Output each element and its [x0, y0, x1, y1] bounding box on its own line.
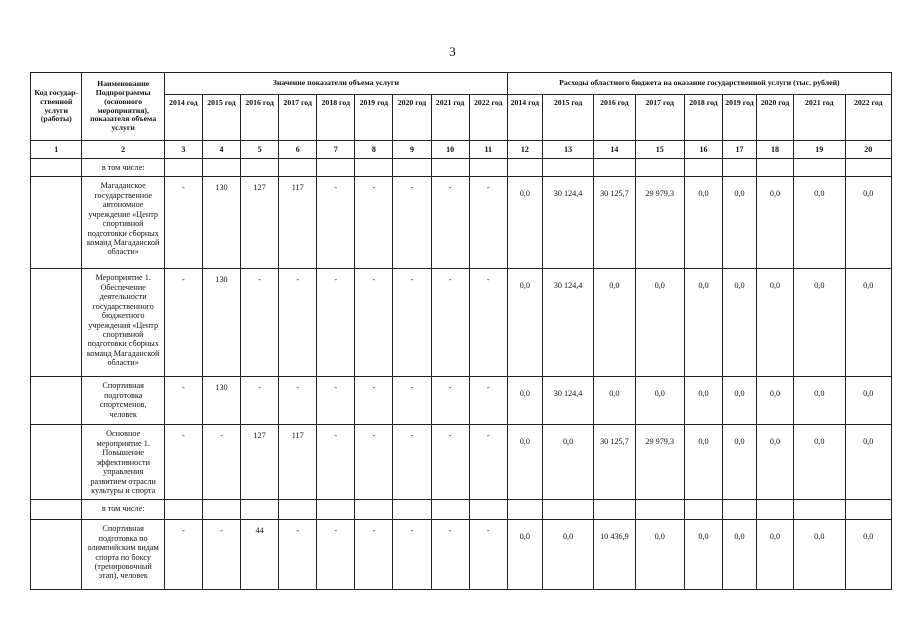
- cell-volume: -: [164, 520, 202, 590]
- column-number: 6: [279, 141, 317, 159]
- cell-name: Магаданское государственное автономное учреждение «Центр спортивной подготовки сборных команд Магаданской области»: [82, 177, 164, 269]
- cell-volume: [279, 159, 317, 177]
- cell-volume: [164, 500, 202, 520]
- column-number: 17: [723, 141, 757, 159]
- cell-volume: [431, 500, 469, 520]
- cell-budget: 30 125,7: [594, 425, 635, 500]
- cell-budget: 0,0: [756, 177, 793, 269]
- column-number: 1: [31, 141, 82, 159]
- column-number: 14: [594, 141, 635, 159]
- cell-code: [31, 425, 82, 500]
- cell-budget: 30 124,4: [542, 269, 593, 377]
- cell-budget: [756, 500, 793, 520]
- cell-budget: 0,0: [723, 377, 757, 425]
- cell-volume: -: [317, 377, 355, 425]
- column-number: 15: [635, 141, 684, 159]
- header-budget-year: 2022 год: [845, 95, 891, 141]
- cell-budget: 0,0: [684, 177, 722, 269]
- cell-volume: [393, 159, 431, 177]
- cell-volume: -: [393, 269, 431, 377]
- cell-budget: [723, 159, 757, 177]
- cell-budget: 0,0: [684, 269, 722, 377]
- column-number: 7: [317, 141, 355, 159]
- cell-volume: -: [393, 177, 431, 269]
- cell-volume: [469, 500, 507, 520]
- cell-volume: -: [393, 425, 431, 500]
- cell-budget: [635, 159, 684, 177]
- table-row: [31, 177, 892, 269]
- cell-budget: 0,0: [794, 520, 845, 590]
- header-budget-year: 2016 год: [594, 95, 635, 141]
- cell-volume: 117: [279, 425, 317, 500]
- cell-volume: [241, 500, 279, 520]
- cell-volume: 127: [241, 425, 279, 500]
- cell-volume: [317, 159, 355, 177]
- cell-volume: -: [431, 377, 469, 425]
- header-budget-group: Расходы областного бюджета на оказание государственной услуги (тыс. рублей): [507, 73, 891, 95]
- cell-budget: [684, 159, 722, 177]
- cell-budget: 0,0: [635, 520, 684, 590]
- cell-volume: [241, 159, 279, 177]
- cell-volume: -: [317, 520, 355, 590]
- cell-budget: 0,0: [594, 269, 635, 377]
- cell-volume: -: [317, 425, 355, 500]
- cell-budget: 30 124,4: [542, 377, 593, 425]
- cell-budget: 0,0: [845, 269, 891, 377]
- cell-volume: -: [279, 377, 317, 425]
- cell-budget: 10 436,9: [594, 520, 635, 590]
- cell-name: в том числе:: [82, 159, 164, 177]
- cell-budget: 0,0: [542, 425, 593, 500]
- cell-volume: -: [469, 177, 507, 269]
- cell-budget: 0,0: [723, 520, 757, 590]
- cell-volume: [393, 500, 431, 520]
- header-budget-year: 2015 год: [542, 95, 593, 141]
- cell-volume: 130: [202, 269, 240, 377]
- table-row: [31, 520, 892, 590]
- cell-budget: [723, 500, 757, 520]
- cell-budget: [756, 159, 793, 177]
- cell-code: [31, 177, 82, 269]
- cell-code: [31, 520, 82, 590]
- cell-volume: -: [355, 269, 393, 377]
- cell-volume: [202, 159, 240, 177]
- header-budget-year: 2017 год: [635, 95, 684, 141]
- cell-volume: -: [317, 269, 355, 377]
- cell-budget: 0,0: [507, 425, 542, 500]
- cell-budget: 0,0: [507, 520, 542, 590]
- cell-volume: [202, 500, 240, 520]
- header-volume-year: 2022 год: [469, 95, 507, 141]
- cell-budget: 0,0: [794, 425, 845, 500]
- cell-volume: [317, 500, 355, 520]
- cell-name: Основное мероприятие 1. Повышение эффективности управления развитием отрасли культуры и спорта: [82, 425, 164, 500]
- column-number: 4: [202, 141, 240, 159]
- cell-budget: 0,0: [756, 520, 793, 590]
- cell-volume: -: [431, 425, 469, 500]
- cell-budget: [542, 159, 593, 177]
- cell-volume: -: [164, 177, 202, 269]
- header-volume-year: 2018 год: [317, 95, 355, 141]
- cell-budget: 30 124,4: [542, 177, 593, 269]
- cell-budget: [794, 159, 845, 177]
- cell-volume: -: [279, 520, 317, 590]
- cell-volume: -: [469, 520, 507, 590]
- column-number: 16: [684, 141, 722, 159]
- cell-volume: -: [393, 520, 431, 590]
- cell-budget: 0,0: [507, 177, 542, 269]
- cell-name: Спортивная подготовка спортсменов, человек: [82, 377, 164, 425]
- cell-volume: [355, 159, 393, 177]
- column-number: 8: [355, 141, 393, 159]
- header-volume-year: 2017 год: [279, 95, 317, 141]
- cell-budget: [845, 500, 891, 520]
- cell-budget: 0,0: [845, 177, 891, 269]
- cell-name: Спортивная подготовка по олимпийским видам спорта по боксу (тренировочный этап), человек: [82, 520, 164, 590]
- header-volume-year: 2021 год: [431, 95, 469, 141]
- header-code: Код государ- ственной услуги (работы): [31, 73, 82, 141]
- header-budget-year: 2018 год: [684, 95, 722, 141]
- cell-volume: -: [355, 177, 393, 269]
- cell-volume: [164, 159, 202, 177]
- cell-code: [31, 269, 82, 377]
- header-volume-year: 2019 год: [355, 95, 393, 141]
- cell-volume: -: [317, 177, 355, 269]
- cell-budget: [507, 500, 542, 520]
- cell-volume: -: [355, 377, 393, 425]
- column-number: 12: [507, 141, 542, 159]
- table-row: [31, 377, 892, 425]
- cell-budget: 0,0: [684, 377, 722, 425]
- cell-budget: 0,0: [794, 269, 845, 377]
- cell-volume: -: [431, 520, 469, 590]
- column-number: 20: [845, 141, 891, 159]
- cell-volume: -: [393, 377, 431, 425]
- column-number: 5: [241, 141, 279, 159]
- cell-volume: [355, 500, 393, 520]
- cell-volume: -: [164, 377, 202, 425]
- cell-budget: 0,0: [684, 520, 722, 590]
- cell-volume: -: [431, 269, 469, 377]
- cell-budget: [684, 500, 722, 520]
- cell-budget: 0,0: [756, 377, 793, 425]
- cell-volume: -: [355, 425, 393, 500]
- column-number: 10: [431, 141, 469, 159]
- cell-budget: 30 125,7: [594, 177, 635, 269]
- cell-budget: 0,0: [845, 425, 891, 500]
- cell-code: [31, 377, 82, 425]
- cell-volume: 127: [241, 177, 279, 269]
- label-row: [31, 159, 892, 177]
- cell-volume: -: [279, 269, 317, 377]
- cell-budget: 0,0: [635, 269, 684, 377]
- cell-budget: 0,0: [594, 377, 635, 425]
- cell-volume: -: [431, 177, 469, 269]
- column-number: 3: [164, 141, 202, 159]
- cell-budget: 0,0: [756, 425, 793, 500]
- cell-volume: 130: [202, 377, 240, 425]
- cell-budget: [635, 500, 684, 520]
- cell-budget: [594, 159, 635, 177]
- cell-budget: [845, 159, 891, 177]
- budget-table: [30, 72, 892, 590]
- cell-budget: 0,0: [723, 269, 757, 377]
- header-volume-year: 2016 год: [241, 95, 279, 141]
- cell-budget: 29 979,3: [635, 425, 684, 500]
- header-volume-group: Значение показатели объема услуги: [164, 73, 507, 95]
- column-number: 19: [794, 141, 845, 159]
- header-budget-year: 2019 год: [723, 95, 757, 141]
- cell-volume: -: [202, 425, 240, 500]
- cell-volume: [431, 159, 469, 177]
- table-row: [31, 269, 892, 377]
- cell-budget: [507, 159, 542, 177]
- cell-budget: 0,0: [507, 377, 542, 425]
- cell-volume: 117: [279, 177, 317, 269]
- cell-budget: 0,0: [542, 520, 593, 590]
- cell-volume: -: [164, 425, 202, 500]
- cell-volume: -: [164, 269, 202, 377]
- cell-budget: 0,0: [845, 377, 891, 425]
- cell-volume: [469, 159, 507, 177]
- cell-volume: [279, 500, 317, 520]
- cell-volume: 44: [241, 520, 279, 590]
- cell-volume: -: [241, 269, 279, 377]
- header-volume-year: 2014 год: [164, 95, 202, 141]
- cell-code: [31, 159, 82, 177]
- cell-budget: 0,0: [635, 377, 684, 425]
- cell-volume: -: [469, 269, 507, 377]
- header-volume-year: 2015 год: [202, 95, 240, 141]
- cell-budget: [594, 500, 635, 520]
- cell-name: в том числе:: [82, 500, 164, 520]
- cell-budget: 0,0: [845, 520, 891, 590]
- cell-volume: -: [469, 425, 507, 500]
- cell-budget: 0,0: [756, 269, 793, 377]
- cell-volume: -: [469, 377, 507, 425]
- header-budget-year: 2014 год: [507, 95, 542, 141]
- cell-budget: [794, 500, 845, 520]
- cell-volume: -: [241, 377, 279, 425]
- cell-volume: 130: [202, 177, 240, 269]
- header-budget-year: 2021 год: [794, 95, 845, 141]
- cell-volume: -: [355, 520, 393, 590]
- column-number: 18: [756, 141, 793, 159]
- cell-name: Мероприятие 1. Обеспечение деятельности государственного бюджетного учреждения «Центр спортивной подготовки сборных команд Магаданской области»: [82, 269, 164, 377]
- column-number: 13: [542, 141, 593, 159]
- header-volume-year: 2020 год: [393, 95, 431, 141]
- column-number: 9: [393, 141, 431, 159]
- column-number: 11: [469, 141, 507, 159]
- cell-budget: 29 979,3: [635, 177, 684, 269]
- cell-budget: 0,0: [723, 425, 757, 500]
- cell-budget: 0,0: [507, 269, 542, 377]
- cell-budget: 0,0: [723, 177, 757, 269]
- cell-code: [31, 500, 82, 520]
- column-number: 2: [82, 141, 164, 159]
- cell-budget: [542, 500, 593, 520]
- cell-budget: 0,0: [684, 425, 722, 500]
- cell-budget: 0,0: [794, 177, 845, 269]
- cell-budget: 0,0: [794, 377, 845, 425]
- header-name: Наименование Подпрограммы (основного мероприятия), показателя объема услуги: [82, 73, 164, 141]
- cell-volume: -: [202, 520, 240, 590]
- header-budget-year: 2020 год: [756, 95, 793, 141]
- table-row: [31, 425, 892, 500]
- label-row: [31, 500, 892, 520]
- page-number: 3: [449, 44, 456, 59]
